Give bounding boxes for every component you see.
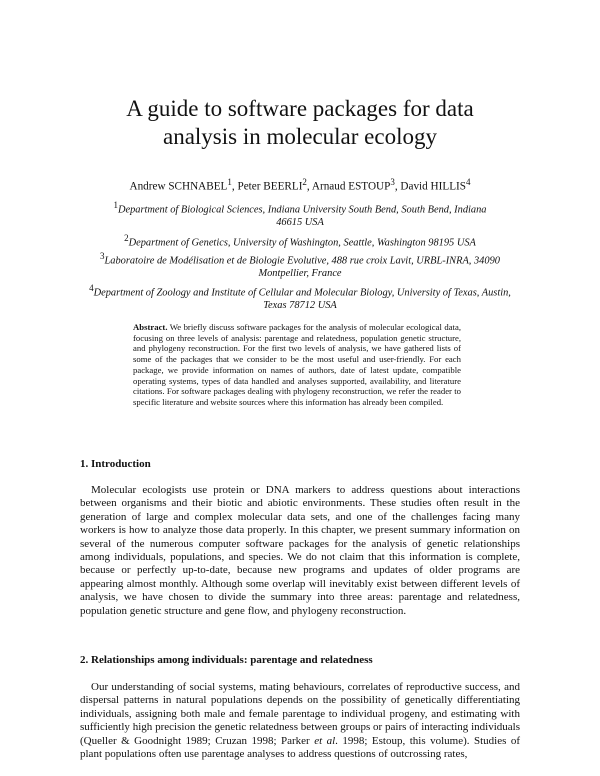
abstract-text: We briefly discuss software packages for the analysis of molecular ecological data, focusing on three levels of analysis: parentage and relatedness, population genetic structure, and phylogeny reconstruction. For the first two levels of analysis, we have gathered lists of some of the packages that we consider to be the most useful and user-friendly. For each package, we provide information on names of authors, date of latest update, compatible operating systems, types of data handled and analyses supported, availability, and literature citations. For software packages dealing with phylogeny reconstruction, we refer the reader to specific literature and website sources where this information has already been compiled. — [133, 322, 461, 407]
section-heading-introduction: 1. Introduction — [80, 458, 151, 470]
paragraph-text: Our understanding of social systems, mating behaviours, correlates of reproductive success, and dispersal patterns in natural populations depends on the possibility of genetically differentiating individuals, assigning both male and female parentage to individual progeny, and estimating with sufficiently high precision the genetic relatedness between groups or pairs of interacting individuals (Queller & Goodnight 1989; Cruzan 1998; Parker — [80, 681, 520, 747]
abstract — [133, 322, 461, 408]
affiliation-mark: 4 — [89, 283, 94, 293]
affiliation-text: Department of Zoology and Institute of Cellular and Molecular Biology, University of Texas, Austin, Texas 78712 USA — [93, 287, 511, 312]
author-name: David HILLIS — [400, 180, 466, 193]
author-affiliation-mark: 3 — [390, 177, 395, 187]
author-name: Andrew SCHNABEL — [129, 180, 228, 193]
author-separator: , — [394, 180, 401, 193]
affiliation-mark: 2 — [124, 233, 129, 243]
title-line-2: analysis in molecular ecology — [162, 124, 437, 149]
affiliation-text: Laboratoire de Modélisation et de Biologie Evolutive, 488 rue croix Lavit, URBL-INRA, 34090 Montpellier, France — [104, 255, 500, 280]
affiliation-mark: 1 — [113, 200, 118, 210]
citation-et-al: et al — [314, 734, 336, 747]
section-heading-relationships: 2. Relationships among individuals: parentage and relatedness — [80, 654, 373, 666]
author-name: Peter BEERLI — [237, 180, 303, 193]
author-separator: , — [231, 180, 238, 193]
author-name: Arnaud ESTOUP — [311, 180, 391, 193]
affiliation-2 — [90, 232, 510, 250]
affiliation-mark: 3 — [100, 251, 105, 261]
abstract-label: Abstract. — [133, 322, 168, 332]
introduction-paragraph: Molecular ecologists use protein or DNA markers to address questions about interactions between organisms and their biotic and abiotic environments. These studies often result in the generation of large and complex molecular data sets, and one of the challenges facing many workers is how to analyze those data properly. In this chapter, we present summary information on several of the numerous computer software packages for the analysis of genetic relationships among individuals, populations, and species. We do not claim that this information is complete, because or perfectly up-to-date, because new programs and updates of older programs are appearing almost monthly. Although some overlap will inevitably exist between different levels of analysis, we have chosen to divide the summary into three areas: parentage and relatedness, population genetic structure and gene flow, and phylogeny reconstruction. — [80, 484, 520, 617]
paragraph-text: . 1998; Estoup, this volume). Studies of plant populations often use parentage analyses to address questions of outcrossing rates, — [80, 734, 520, 761]
title-line-1: A guide to software packages for data — [126, 96, 474, 121]
author-affiliation-mark: 4 — [465, 177, 471, 187]
affiliation-text: Department of Biological Sciences, Indiana University South Bend, South Bend, Indiana 46615 USA — [117, 204, 487, 229]
author-separator: , — [306, 180, 312, 193]
affiliation-text: Department of Genetics, University of Washington, Seattle, Washington 98195 USA — [128, 237, 476, 249]
author-affiliation-mark: 2 — [302, 177, 307, 187]
affiliation-1 — [100, 199, 500, 230]
relationships-paragraph — [80, 681, 520, 761]
affiliation-4 — [80, 282, 520, 313]
affiliation-3 — [95, 250, 505, 281]
author-affiliation-mark: 1 — [227, 177, 232, 187]
author-list — [60, 177, 540, 193]
paper-title — [60, 95, 540, 151]
